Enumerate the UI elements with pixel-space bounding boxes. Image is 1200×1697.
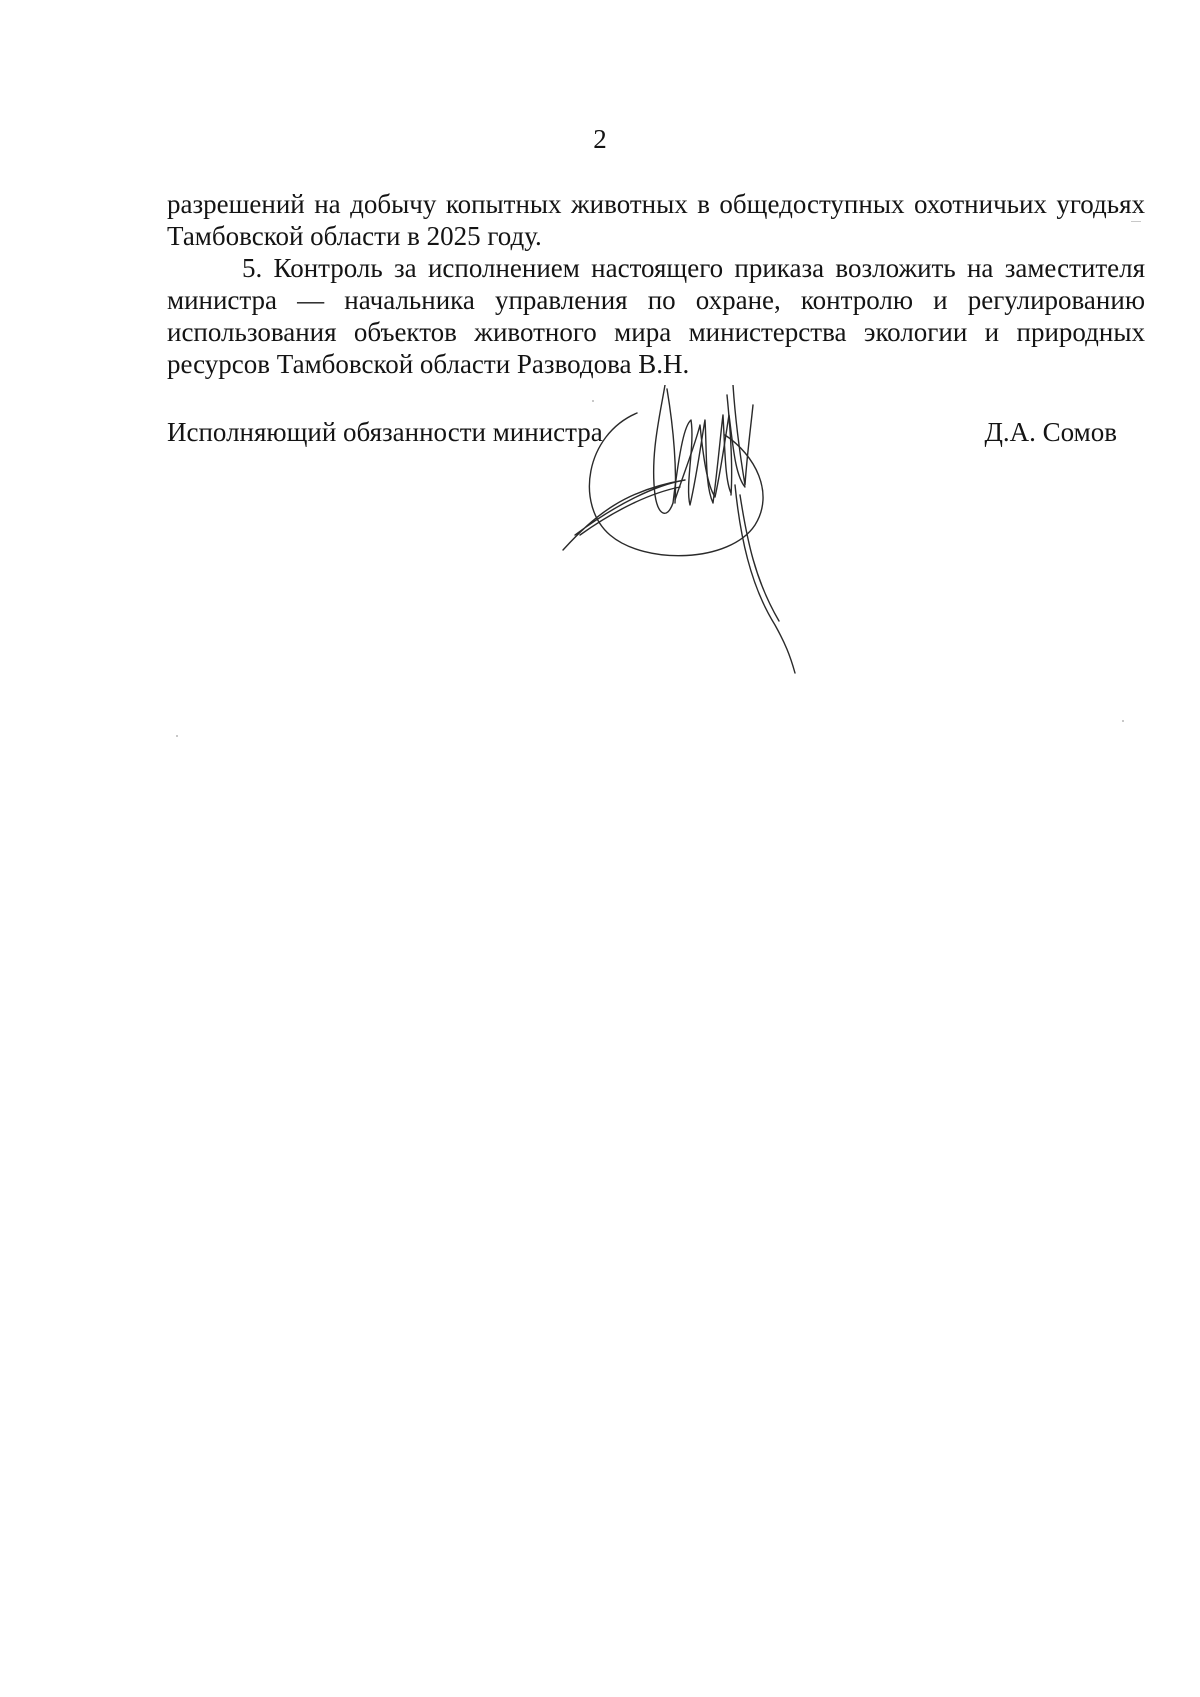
document-body bbox=[167, 188, 1145, 380]
page-number: 2 bbox=[593, 124, 607, 154]
signatory-role: Исполняющий обязанности министра bbox=[167, 417, 603, 447]
scan-speck bbox=[592, 400, 594, 402]
scan-speck bbox=[1131, 221, 1141, 222]
scan-speck bbox=[176, 735, 178, 737]
paragraph-item-5: 5. Контроль за исполнением настоящего приказа возложить на заместителя министра — начальника управления по охране, контролю и регулированию использования объектов животного мира министерства экологии и природных ресурсов Тамбовской области Разводова В.Н. bbox=[167, 253, 1145, 379]
handwritten-signature bbox=[555, 385, 825, 675]
signatory-name: Д.А. Сомов bbox=[984, 417, 1117, 447]
scan-speck bbox=[1122, 720, 1124, 722]
paragraph-continuation: разрешений на добычу копытных животных в общедоступных охотничьих угодьях Тамбовской области в 2025 году. bbox=[167, 189, 1145, 251]
